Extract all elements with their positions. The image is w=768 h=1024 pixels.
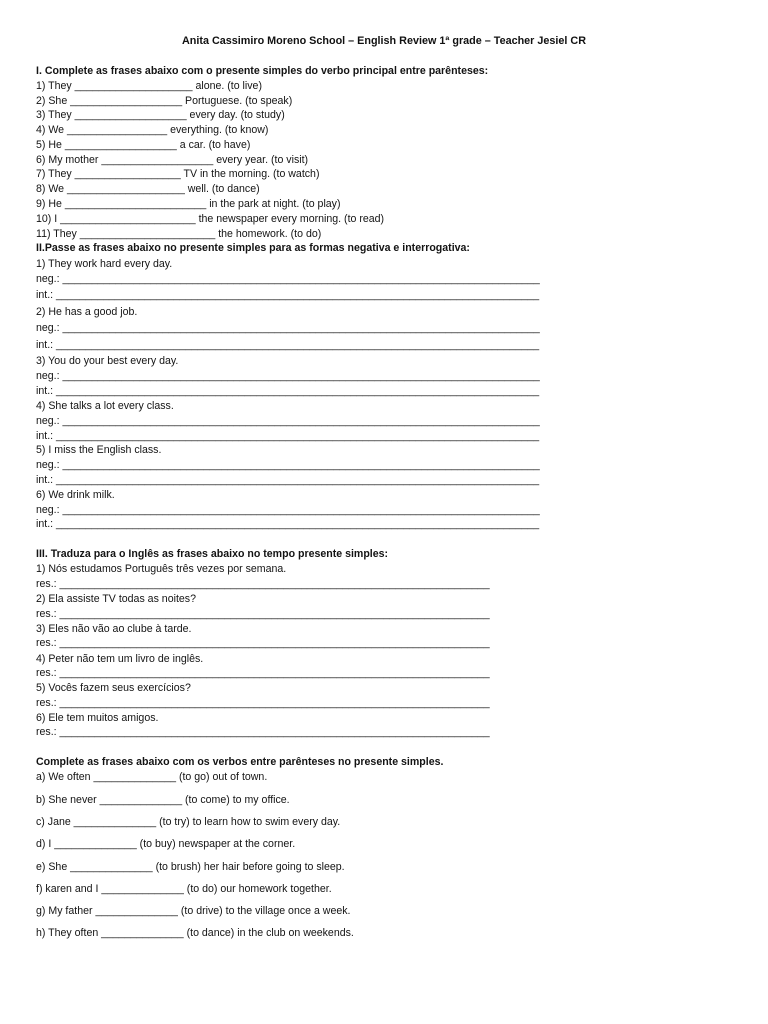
section-3-sentence: 1) Nós estudamos Português três vezes por semana. — [36, 563, 287, 575]
section-4-item: g) My father ______________ (to drive) to the village once a week. — [36, 905, 351, 917]
interrogative-answer-line: int.: __________________________________________________________________________________ — [36, 385, 540, 397]
negative-answer-line: neg.: _________________________________________________________________________________ — [36, 415, 540, 427]
section-2-sentence: 2) He has a good job. — [36, 306, 138, 318]
section-1-item: 8) We ____________________ well. (to dance) — [36, 183, 260, 195]
section-3-sentence: 2) Ela assiste TV todas as noites? — [36, 593, 196, 605]
page-title: Anita Cassimiro Moreno School – English Review 1ª grade – Teacher Jesiel CR — [181, 35, 586, 47]
section-1-item: 10) I _______________________ the newspaper every morning. (to read) — [36, 213, 385, 225]
section-1-item: 5) He ___________________ a car. (to have) — [36, 139, 251, 151]
section-1-item: 7) They __________________ TV in the morning. (to watch) — [36, 168, 320, 180]
translation-answer-line: res.: _________________________________________________________________________ — [36, 726, 490, 738]
section-2-sentence: 4) She talks a lot every class. — [36, 400, 174, 412]
section-4-item: b) She never ______________ (to come) to my office. — [36, 794, 290, 806]
section-3-heading: III. Traduza para o Inglês as frases abaixo no tempo presente simples: — [36, 548, 389, 560]
interrogative-answer-line: int.: __________________________________________________________________________________ — [36, 289, 540, 301]
section-2-heading: II.Passe as frases abaixo no presente simples para as formas negativa e interrogativa: — [36, 242, 470, 254]
section-4-item: h) They often ______________ (to dance) in the club on weekends. — [36, 927, 354, 939]
section-4-item: e) She ______________ (to brush) her hair before going to sleep. — [36, 861, 345, 873]
translation-answer-line: res.: _________________________________________________________________________ — [36, 608, 490, 620]
section-4-heading: Complete as frases abaixo com os verbos entre parênteses no presente simples. — [36, 756, 444, 768]
section-3-sentence: 5) Vocês fazem seus exercícios? — [36, 682, 191, 694]
section-1-item: 1) They ____________________ alone. (to live) — [36, 80, 262, 92]
section-2-sentence: 1) They work hard every day. — [36, 258, 173, 270]
negative-answer-line: neg.: _________________________________________________________________________________ — [36, 370, 540, 382]
negative-answer-line: neg.: _________________________________________________________________________________ — [36, 459, 540, 471]
interrogative-answer-line: int.: __________________________________________________________________________________ — [36, 474, 540, 486]
translation-answer-line: res.: _________________________________________________________________________ — [36, 578, 490, 590]
section-1-item: 2) She ___________________ Portuguese. (to speak) — [36, 95, 293, 107]
section-2-sentence: 5) I miss the English class. — [36, 444, 162, 456]
interrogative-answer-line: int.: __________________________________________________________________________________ — [36, 518, 540, 530]
interrogative-answer-line: int.: __________________________________________________________________________________ — [36, 430, 540, 442]
translation-answer-line: res.: _________________________________________________________________________ — [36, 637, 490, 649]
interrogative-answer-line: int.: __________________________________________________________________________________ — [36, 339, 540, 351]
negative-answer-line: neg.: _________________________________________________________________________________ — [36, 322, 540, 334]
section-4-item: c) Jane ______________ (to try) to learn how to swim every day. — [36, 816, 341, 828]
translation-answer-line: res.: _________________________________________________________________________ — [36, 667, 490, 679]
negative-answer-line: neg.: _________________________________________________________________________________ — [36, 273, 540, 285]
section-3-sentence: 6) Ele tem muitos amigos. — [36, 712, 159, 724]
translation-answer-line: res.: _________________________________________________________________________ — [36, 697, 490, 709]
section-1-item: 9) He ________________________ in the park at night. (to play) — [36, 198, 341, 210]
section-2-sentence: 3) You do your best every day. — [36, 355, 179, 367]
section-3-sentence: 3) Eles não vão ao clube à tarde. — [36, 623, 192, 635]
section-4-item: a) We often ______________ (to go) out of town. — [36, 771, 268, 783]
section-2-sentence: 6) We drink milk. — [36, 489, 115, 501]
section-4-item: f) karen and I ______________ (to do) our homework together. — [36, 883, 332, 895]
section-1-item: 4) We _________________ everything. (to know) — [36, 124, 269, 136]
negative-answer-line: neg.: _________________________________________________________________________________ — [36, 504, 540, 516]
section-1-item: 3) They ___________________ every day. (to study) — [36, 109, 285, 121]
section-1-item: 6) My mother ___________________ every year. (to visit) — [36, 154, 309, 166]
section-3-sentence: 4) Peter não tem um livro de inglês. — [36, 653, 204, 665]
section-4-item: d) I ______________ (to buy) newspaper at the corner. — [36, 838, 296, 850]
section-1-heading: I. Complete as frases abaixo com o presente simples do verbo principal entre parênteses: — [36, 65, 489, 77]
section-1-item: 11) They _______________________ the homework. (to do) — [36, 228, 322, 240]
